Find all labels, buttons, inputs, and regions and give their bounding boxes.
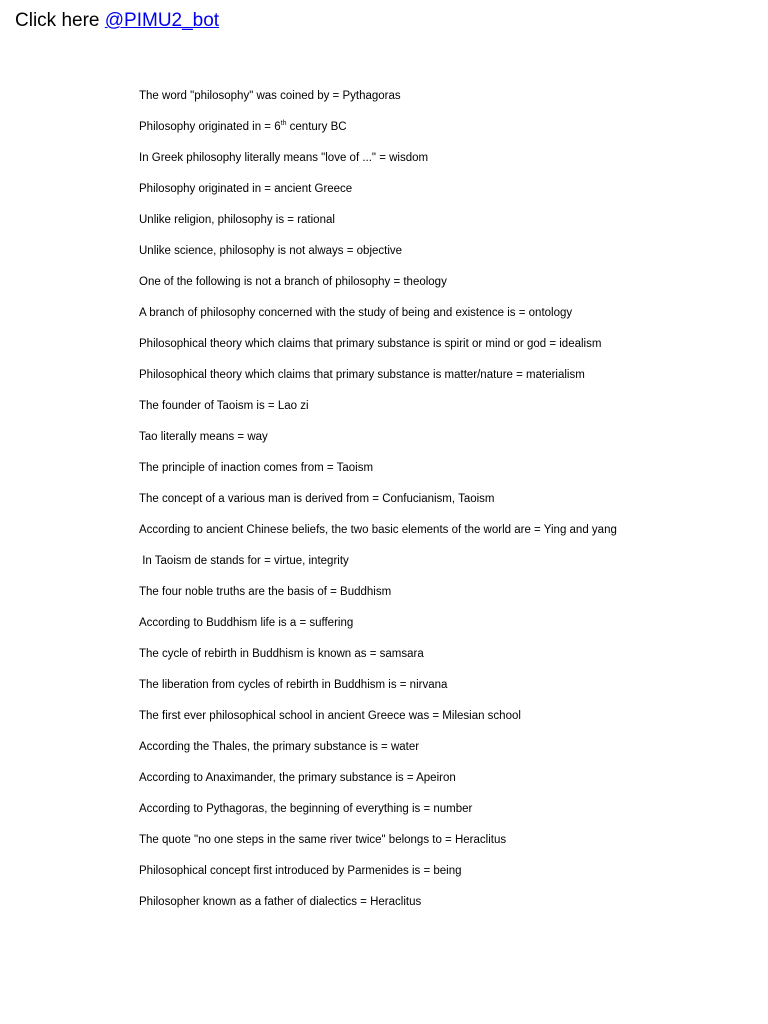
qa-line: One of the following is not a branch of philosophy = theology — [139, 276, 447, 288]
qa-line: Philosophical concept first introduced by Parmenides is = being — [139, 865, 462, 877]
bot-link[interactable]: @PIMU2_bot — [104, 10, 220, 31]
qa-line: In Taoism de stands for = virtue, integrity — [139, 555, 349, 567]
qa-line: The liberation from cycles of rebirth in Buddhism is = nirvana — [139, 679, 448, 691]
qa-line: Philosophical theory which claims that primary substance is matter/nature = materialism — [139, 369, 585, 381]
qa-line: According to Anaximander, the primary substance is = Apeiron — [139, 772, 456, 784]
qa-line-part: Philosophy originated in = 6 — [139, 121, 281, 133]
qa-line: The four noble truths are the basis of = Buddhism — [139, 586, 392, 598]
qa-line: The founder of Taoism is = Lao zi — [139, 400, 309, 412]
qa-line: Philosopher known as a father of dialectics = Heraclitus — [139, 896, 422, 908]
qa-line: According to ancient Chinese beliefs, the two basic elements of the world are = Ying and yang — [139, 524, 617, 536]
qa-line: The word "philosophy" was coined by = Pythagoras — [139, 90, 401, 102]
qa-line: Unlike science, philosophy is not always = objective — [139, 245, 403, 257]
qa-line: Unlike religion, philosophy is = rational — [139, 214, 335, 226]
qa-line: The principle of inaction comes from = Taoism — [139, 462, 374, 474]
qa-line: According to Buddhism life is a = suffering — [139, 617, 354, 629]
superscript: th — [280, 120, 287, 128]
qa-line: The quote "no one steps in the same river twice" belongs to = Heraclitus — [139, 834, 507, 846]
qa-line: Philosophy originated in = ancient Greece — [139, 183, 353, 195]
document-body — [139, 87, 629, 924]
qa-line: According to Pythagoras, the beginning of everything is = number — [139, 803, 473, 815]
header-prefix: Click here — [15, 10, 105, 31]
qa-line: The concept of a various man is derived from = Confucianism, Taoism — [139, 493, 495, 505]
qa-line-part: century BC — [286, 121, 347, 133]
qa-line-sup — [139, 118, 629, 137]
qa-line: In Greek philosophy literally means "love of ..." = wisdom — [139, 152, 429, 164]
qa-line: A branch of philosophy concerned with the study of being and existence is = ontology — [139, 307, 573, 319]
qa-line: According the Thales, the primary substance is = water — [139, 741, 420, 753]
header — [15, 9, 219, 33]
qa-line: Philosophical theory which claims that primary substance is spirit or mind or god = idealism — [139, 338, 602, 350]
qa-line: Tao literally means = way — [139, 431, 268, 443]
qa-line: The cycle of rebirth in Buddhism is known as = samsara — [139, 648, 424, 660]
qa-line: The first ever philosophical school in ancient Greece was = Milesian school — [139, 710, 521, 722]
